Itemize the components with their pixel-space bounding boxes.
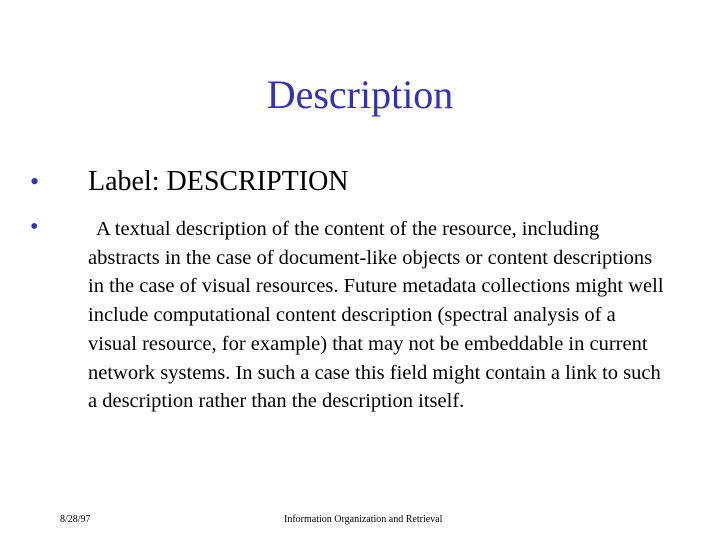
footer-date: 8/28/97 — [60, 514, 91, 525]
bullet-item-description — [30, 215, 670, 416]
footer-course-title: Information Organization and Retrieval — [284, 514, 443, 525]
slide-title: Description — [266, 72, 454, 117]
bullet-text: Label: DESCRIPTION — [88, 166, 349, 197]
bullet-text: A textual description of the content of the resource, including abstracts in the case of document-like objects or content descriptions in the case of visual resources. Future metadata collections might well include computational content description (spectral analysis of a visual resource, for example) that may not be embeddable in current network systems. In such a case this field might contain a link to such a description rather than the description itself. — [88, 218, 664, 413]
bullet-icon: • — [30, 214, 39, 240]
bullet-icon: • — [30, 167, 40, 196]
